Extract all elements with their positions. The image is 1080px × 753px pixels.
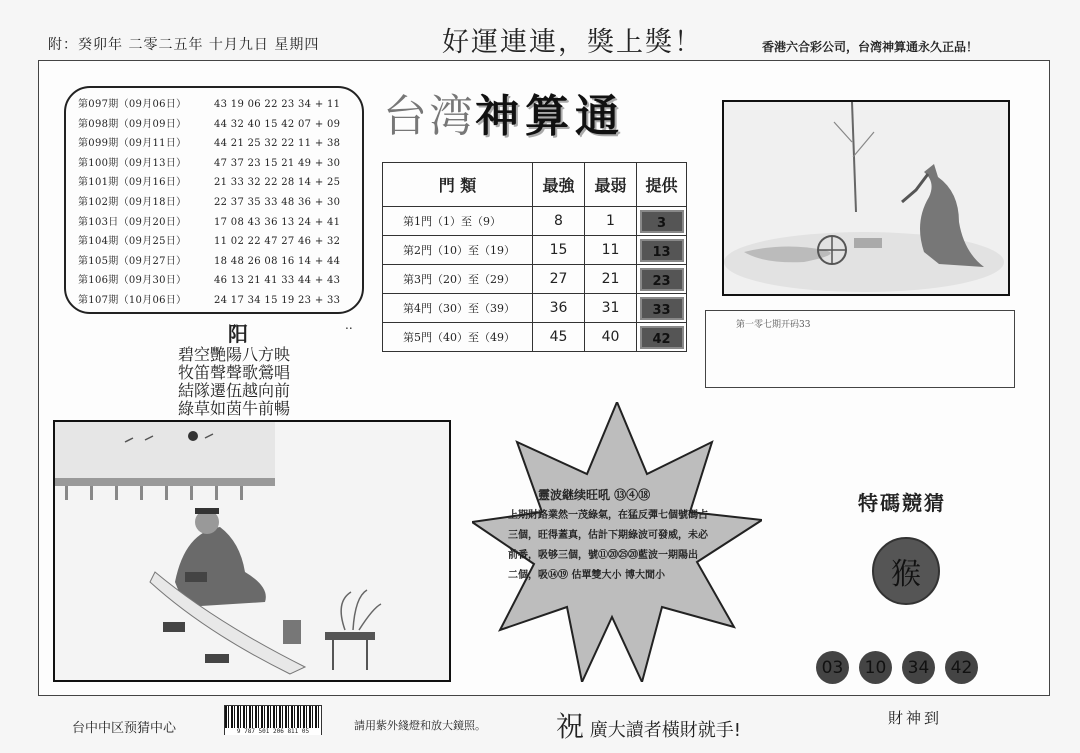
col-header: 最強 xyxy=(533,163,585,207)
footer-fortune: 財神到 xyxy=(888,709,943,727)
star-line: 上期財路業然一茂綠氣，在猛反彈七個號碼占 xyxy=(508,510,708,521)
poem-line: 結隊遷伍越向前 xyxy=(178,381,291,400)
history-row: 第101期（09月16日） 21 33 32 22 28 14 + 25 xyxy=(78,177,341,189)
table-row: 第4門（30）至（39） 36 31 33 xyxy=(383,294,687,323)
title-part-2: 神算通 xyxy=(475,91,625,142)
history-row: 第104期（09月25日） 11 02 22 47 27 46 + 32 xyxy=(78,236,341,248)
col-header: 提供 xyxy=(637,163,687,207)
zodiac-badge: 猴 xyxy=(872,537,940,605)
barcode xyxy=(224,705,322,735)
footer-wish: 祝 廣大讀者橫財就手! xyxy=(556,710,741,743)
gate-table xyxy=(382,162,687,352)
history-row: 第105期（09月27日） 18 48 26 08 16 14 + 44 xyxy=(78,255,341,267)
history-row: 第097期（09月06日） 43 19 06 22 23 34 + 11 xyxy=(78,99,341,110)
poem-title: 阳 xyxy=(228,322,248,346)
number-ball: 10 xyxy=(859,651,892,684)
kangaroo-illustration xyxy=(722,100,1010,296)
barcode-number: 9 787 501 206 811 05 xyxy=(225,728,321,735)
table-row: 第3門（20）至（29） 27 21 23 xyxy=(383,265,687,294)
number-ball: 42 xyxy=(945,651,978,684)
table-row: 第1門（1）至（9） 8 1 3 xyxy=(383,207,687,236)
offer-chip: 13 xyxy=(640,239,684,262)
poem xyxy=(178,346,290,418)
history-row: 第100期（09月13日） 47 37 23 15 21 49 + 30 xyxy=(78,157,341,169)
history-row: 第107期（10月06日） 24 17 34 15 19 23 + 33 xyxy=(78,294,341,306)
lucky-numbers xyxy=(816,651,978,684)
poem-line: 牧笛聲聲歌鶯唱 xyxy=(178,363,291,382)
number-ball: 03 xyxy=(816,651,849,684)
offer-chip: 3 xyxy=(640,210,684,233)
poem-line: 綠草如茵牛前暢 xyxy=(178,399,291,418)
table-header-row xyxy=(383,163,687,207)
offer-chip: 23 xyxy=(640,268,684,291)
star-headline: 靈波継续旺吼 ⑬④⑱ xyxy=(538,488,651,502)
number-ball: 34 xyxy=(902,651,935,684)
sage-illustration xyxy=(53,420,451,682)
special-guess-title: 特碼競猜 xyxy=(858,491,946,515)
star-line: 二個，吸⑭⑲ 估單雙大小 博大閒小 xyxy=(508,570,665,581)
history-row: 第106期（09月30日） 46 13 21 41 33 44 + 43 xyxy=(78,275,341,287)
history-row: 第102期（09月18日） 22 37 35 33 48 36 + 30 xyxy=(78,196,341,208)
table-row: 第2門（10）至（19） 15 11 13 xyxy=(383,236,687,265)
history-row: 第099期（09月11日） 44 21 25 32 22 11 + 38 xyxy=(78,138,341,150)
poem-dots: .. xyxy=(345,318,353,332)
issue-date: 附：癸卯年 二零二五年 十月九日 星期四 xyxy=(48,37,320,53)
footer-center-name: 台中中区预猜中心 xyxy=(72,721,177,736)
star-line: 三個，旺得蓋真，估計下期綠波可發威，未必 xyxy=(508,530,708,541)
history-row: 第098期（09月09日） 44 32 40 15 42 07 + 09 xyxy=(78,118,341,130)
publisher-note: 香港六合彩公司，台湾神算通永久正品！ xyxy=(762,40,979,54)
note-box: 第一零七期开码33 xyxy=(705,310,1015,388)
poem-line: 碧空艷陽八方映 xyxy=(178,345,291,364)
history-row: 第103日（09月20日） 17 08 43 36 13 24 + 41 xyxy=(78,216,341,228)
slogan: 好運連連，獎上獎！ xyxy=(442,27,703,58)
star-text xyxy=(508,486,740,586)
table-row: 第5門（40）至（49） 45 40 42 xyxy=(383,323,687,352)
offer-chip: 42 xyxy=(640,326,684,349)
col-header: 門 類 xyxy=(383,163,533,207)
wish-big-char: 祝 xyxy=(556,710,585,743)
draw-history-panel xyxy=(64,86,364,314)
footer-uv-note: 請用紫外綫燈和放大鏡照。 xyxy=(354,719,486,732)
title-part-1: 台湾 xyxy=(383,91,475,142)
offer-chip: 33 xyxy=(640,297,684,320)
page-title xyxy=(383,80,625,144)
star-line: 前番，吸够三個，號⑪⑳㉕⑳藍波一期陽出 xyxy=(508,550,698,561)
col-header: 最弱 xyxy=(585,163,637,207)
